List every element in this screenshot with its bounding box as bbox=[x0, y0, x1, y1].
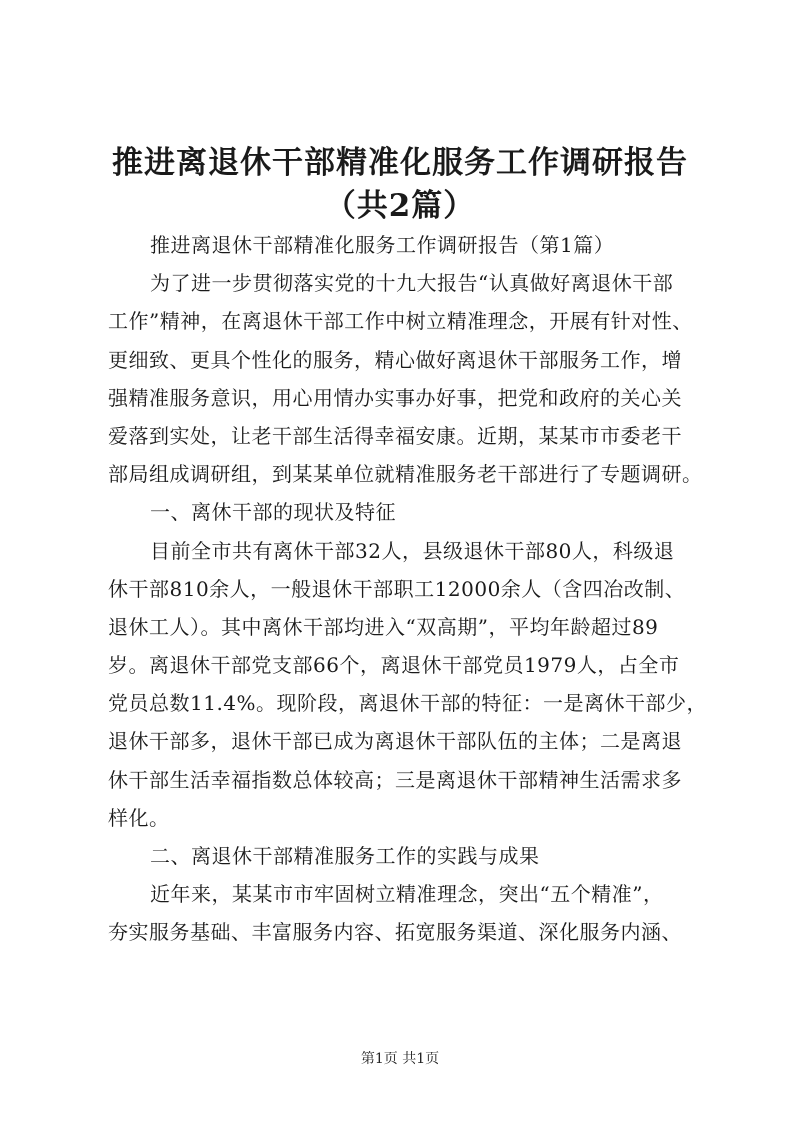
document-subtitle: （共2篇） bbox=[324, 188, 476, 224]
paragraph-line: 党员总数11.4%。现阶段，离退休干部的特征：一是离休干部少， bbox=[108, 691, 708, 716]
paragraph-line: 强精准服务意识，用心用情办实事办好事，把党和政府的关心关 bbox=[108, 385, 682, 410]
paragraph-line: 工作”精神，在离退休干部工作中树立精准理念，开展有针对性、 bbox=[108, 309, 693, 334]
paragraph-line: 休干部生活幸福指数总体较高；三是离退休干部精神生活需求多 bbox=[108, 767, 682, 792]
document-body bbox=[108, 226, 708, 952]
paragraph-line: 夯实服务基础、丰富服务内容、拓宽服务渠道、深化服务内涵、 bbox=[108, 920, 682, 945]
section-heading: 一、离休干部的现状及特征 bbox=[150, 500, 396, 525]
paragraph-line: 爱落到实处，让老干部生活得幸福安康。近期，某某市市委老干 bbox=[108, 423, 682, 448]
section-heading: 推进离退休干部精准化服务工作调研报告（第1篇） bbox=[150, 233, 615, 257]
paragraph-line: 退休工人）。其中离休干部均进入“双高期”，平均年龄超过89 bbox=[108, 614, 659, 639]
paragraph-line: 更细致、更具个性化的服务，精心做好离退休干部服务工作，增 bbox=[108, 347, 682, 372]
paragraph-line: 样化。 bbox=[108, 805, 170, 830]
page-number: 第1页 共1页 bbox=[360, 1051, 440, 1067]
paragraph-line: 休干部810余人，一般退休干部职工12000余人（含四冶改制、 bbox=[108, 576, 686, 601]
document-title: 推进离退休干部精准化服务工作调研报告 bbox=[112, 145, 688, 181]
paragraph-line: 目前全市共有离休干部32人，县级退休干部80人，科级退 bbox=[150, 538, 675, 563]
section-heading: 二、离退休干部精准服务工作的实践与成果 bbox=[150, 844, 540, 868]
paragraph-line: 部局组成调研组，到某某单位就精准服务老干部进行了专题调研。 bbox=[108, 462, 703, 487]
paragraph-line: 退休干部多，退休干部已成为离退休干部队伍的主体；二是离退 bbox=[108, 729, 682, 754]
paragraph-line: 为了进一步贯彻落实党的十九大报告“认真做好离退休干部 bbox=[150, 271, 674, 296]
paragraph-line: 近年来，某某市市牢固树立精准理念，突出“五个精准”， bbox=[150, 882, 664, 907]
paragraph-line: 岁。离退休干部党支部66个，离退休干部党员1979人，占全市 bbox=[108, 653, 680, 678]
